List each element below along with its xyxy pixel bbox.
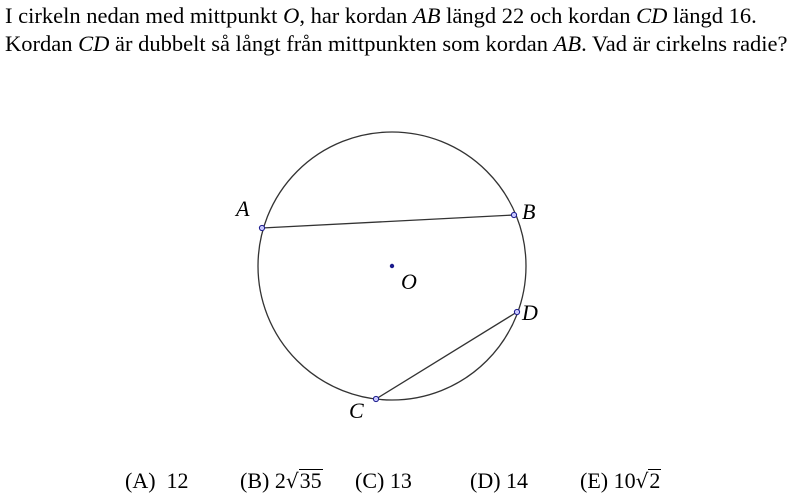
sqrt-symbol: √: [285, 469, 299, 493]
point-a: [259, 225, 264, 230]
point-b: [511, 212, 516, 217]
chord-ab: [262, 215, 514, 228]
label-o: O: [401, 269, 417, 294]
question-text: I cirkeln nedan med mittpunkt O, har kordan AB längd 22 och kordan CD längd 16. Kordan CD är dubbelt så långt från mittpunkten som kordan AB. Vad är cirkelns radie?: [5, 3, 788, 56]
point-c: [373, 396, 378, 401]
answer-c[interactable]: (C) 13: [355, 468, 412, 493]
label-a: A: [236, 196, 250, 221]
label-b: B: [522, 199, 536, 224]
answer-e[interactable]: (E) 10√2: [580, 468, 661, 493]
sqrt-symbol: √: [635, 469, 649, 493]
label-d: D: [522, 300, 538, 325]
label-c: C: [349, 398, 364, 423]
answer-d[interactable]: (D) 14: [470, 468, 529, 493]
answer-a[interactable]: (A) 12: [125, 468, 189, 493]
point-o: [390, 264, 394, 268]
point-d: [514, 309, 519, 314]
answer-b[interactable]: (B) 2√35: [240, 468, 322, 493]
chord-cd: [376, 312, 517, 399]
answer-choices: [0, 468, 800, 498]
